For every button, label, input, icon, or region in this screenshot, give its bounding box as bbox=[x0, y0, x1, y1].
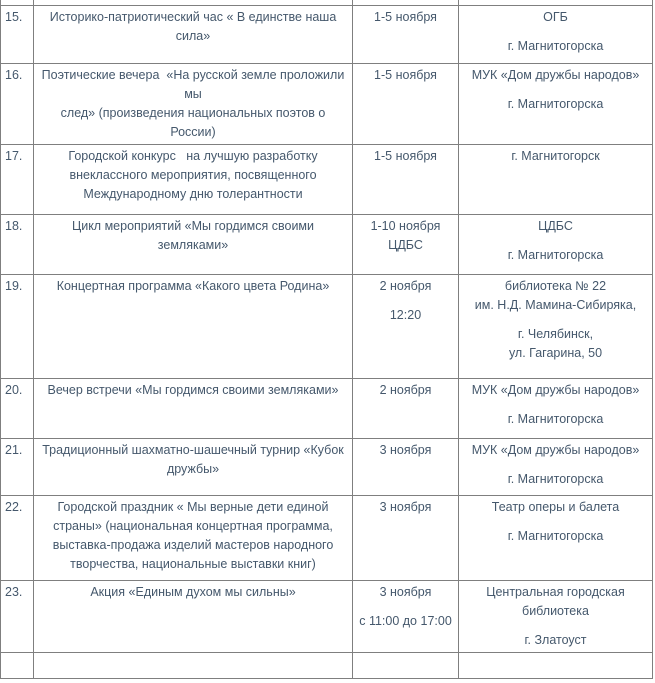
table-row bbox=[1, 6, 653, 64]
cell-location bbox=[459, 64, 653, 145]
text-line: Городской праздник « Мы верные дети единой bbox=[57, 500, 329, 514]
paragraph bbox=[357, 147, 454, 166]
paragraph bbox=[463, 470, 648, 489]
text-line: библиотека bbox=[522, 604, 589, 618]
cell-number bbox=[1, 439, 34, 496]
paragraph bbox=[38, 217, 348, 255]
text-line: 3 ноября bbox=[379, 585, 432, 599]
cell-date bbox=[353, 439, 459, 496]
paragraph bbox=[357, 612, 454, 631]
paragraph bbox=[357, 277, 454, 296]
cell-date bbox=[353, 6, 459, 64]
cell-date bbox=[353, 496, 459, 581]
row-number: 15. bbox=[5, 10, 23, 24]
paragraph bbox=[38, 8, 348, 46]
table-row bbox=[1, 496, 653, 581]
text-line: МУК «Дом дружбы народов» bbox=[471, 443, 640, 457]
paragraph bbox=[38, 441, 348, 479]
paragraph bbox=[38, 147, 348, 204]
cell-number bbox=[1, 275, 34, 379]
cell-number bbox=[1, 653, 34, 679]
cell-event bbox=[34, 439, 353, 496]
paragraph bbox=[357, 441, 454, 460]
cell-event bbox=[34, 145, 353, 215]
paragraph bbox=[38, 498, 348, 574]
table-row bbox=[1, 64, 653, 145]
paragraph bbox=[463, 277, 648, 315]
paragraph bbox=[357, 306, 454, 325]
paragraph bbox=[38, 277, 348, 296]
events-table-body bbox=[1, 0, 653, 653]
paragraph bbox=[463, 95, 648, 114]
cell-location bbox=[459, 581, 653, 653]
cell-event bbox=[34, 581, 353, 653]
row-number: 21. bbox=[5, 443, 23, 457]
text-line: 1-5 ноября bbox=[374, 149, 437, 163]
text-line: внеклассного мероприятия, посвященного bbox=[69, 168, 317, 182]
paragraph bbox=[463, 246, 648, 265]
table-row bbox=[1, 439, 653, 496]
paragraph bbox=[463, 410, 648, 429]
cell-location bbox=[459, 439, 653, 496]
text-line: сила» bbox=[175, 29, 211, 43]
cell-number bbox=[1, 581, 34, 653]
cell-number bbox=[1, 145, 34, 215]
text-line: 2 ноября bbox=[379, 279, 432, 293]
paragraph bbox=[357, 8, 454, 27]
text-line: им. Н.Д. Мамина-Сибиряка, bbox=[474, 298, 637, 312]
text-line: библиотека № 22 bbox=[504, 279, 607, 293]
paragraph bbox=[463, 217, 648, 236]
text-line: г. Магнитогорска bbox=[507, 412, 604, 426]
text-line: МУК «Дом дружбы народов» bbox=[471, 383, 640, 397]
cell-date bbox=[353, 379, 459, 439]
text-line: Историко-патриотический час « В единстве наша bbox=[49, 10, 337, 24]
text-line: Концертная программа «Какого цвета Родина» bbox=[56, 279, 330, 293]
text-line: дружбы» bbox=[166, 462, 220, 476]
cell-number bbox=[1, 6, 34, 64]
cell-date bbox=[353, 145, 459, 215]
table-row bbox=[1, 275, 653, 379]
cell-event bbox=[34, 496, 353, 581]
cell-location bbox=[459, 215, 653, 275]
cell-date bbox=[353, 215, 459, 275]
cell-event bbox=[34, 275, 353, 379]
row-number: 18. bbox=[5, 219, 23, 233]
table-row bbox=[1, 379, 653, 439]
paragraph bbox=[463, 37, 648, 56]
text-line: Традиционный шахматно-шашечный турнир «Кубок bbox=[42, 443, 344, 457]
partial-row-bottom bbox=[1, 653, 653, 679]
paragraph bbox=[357, 66, 454, 85]
paragraph bbox=[463, 325, 648, 363]
text-line: 1-5 ноября bbox=[374, 10, 437, 24]
text-line: 2 ноября bbox=[379, 383, 432, 397]
row-number: 23. bbox=[5, 585, 23, 599]
text-line: ул. Гагарина, 50 bbox=[508, 346, 603, 360]
cell-location bbox=[459, 6, 653, 64]
text-line: след» (произведения национальных поэтов о России) bbox=[60, 106, 329, 139]
text-line: МУК «Дом дружбы народов» bbox=[471, 68, 640, 82]
text-line: г. Златоуст bbox=[524, 633, 587, 647]
text-line: Центральная городская bbox=[486, 585, 625, 599]
paragraph bbox=[463, 527, 648, 546]
row-number: 17. bbox=[5, 149, 23, 163]
cell-location bbox=[459, 496, 653, 581]
text-line: 3 ноября bbox=[379, 443, 432, 457]
paragraph bbox=[357, 498, 454, 517]
row-number: 20. bbox=[5, 383, 23, 397]
cell-event bbox=[34, 6, 353, 64]
text-line: с 11:00 до 17:00 bbox=[359, 614, 452, 628]
table-row bbox=[1, 215, 653, 275]
cell-event bbox=[34, 215, 353, 275]
paragraph bbox=[38, 66, 348, 142]
text-line: Акция «Единым духом мы сильны» bbox=[90, 585, 296, 599]
paragraph bbox=[38, 381, 348, 400]
text-line: Вечер встречи «Мы гордимся своими земляками» bbox=[47, 383, 339, 397]
text-line: Поэтические вечера «На русской земле проложили мы bbox=[41, 68, 348, 101]
table-row bbox=[1, 145, 653, 215]
paragraph bbox=[463, 8, 648, 27]
table-row bbox=[1, 581, 653, 653]
text-line: Городской конкурс на лучшую разработку bbox=[68, 149, 318, 163]
paragraph bbox=[463, 498, 648, 517]
paragraph bbox=[463, 631, 648, 650]
cell-date bbox=[353, 653, 459, 679]
text-line: творчества, национальные выставки книг) bbox=[70, 557, 316, 571]
text-line: г. Магнитогорска bbox=[507, 529, 604, 543]
paragraph bbox=[463, 441, 648, 460]
paragraph bbox=[463, 381, 648, 400]
cell-event bbox=[34, 64, 353, 145]
paragraph bbox=[357, 583, 454, 602]
cell-event bbox=[34, 653, 353, 679]
text-line: г. Магнитогорска bbox=[507, 472, 604, 486]
text-line: 1-5 ноября bbox=[374, 68, 437, 82]
text-line: ЦДБС bbox=[388, 238, 423, 252]
cell-location bbox=[459, 145, 653, 215]
paragraph bbox=[463, 583, 648, 621]
cell-event bbox=[34, 379, 353, 439]
cell-location bbox=[459, 275, 653, 379]
paragraph bbox=[357, 217, 454, 255]
text-line: ОГБ bbox=[543, 10, 568, 24]
events-table-bottom bbox=[1, 653, 653, 679]
text-line: г. Магнитогорска bbox=[507, 97, 604, 111]
text-line: г. Магнитогорск bbox=[511, 149, 600, 163]
text-line: Международному дню толерантности bbox=[83, 187, 303, 201]
text-line: 1-10 ноября bbox=[370, 219, 441, 233]
text-line: г. Магнитогорска bbox=[507, 248, 604, 262]
row-number: 22. bbox=[5, 500, 23, 514]
text-line: ЦДБС bbox=[538, 219, 573, 233]
cell-number bbox=[1, 379, 34, 439]
row-number: 16. bbox=[5, 68, 23, 82]
row-number: 19. bbox=[5, 279, 23, 293]
cell-number bbox=[1, 496, 34, 581]
text-line: Цикл мероприятий «Мы гордимся своими земляками» bbox=[71, 219, 318, 252]
cell-number bbox=[1, 215, 34, 275]
cell-date bbox=[353, 64, 459, 145]
text-line: г. Челябинск, bbox=[517, 327, 594, 341]
paragraph bbox=[463, 147, 648, 166]
text-line: 3 ноября bbox=[379, 500, 432, 514]
cell-date bbox=[353, 581, 459, 653]
text-line: г. Магнитогорска bbox=[507, 39, 604, 53]
cell-location bbox=[459, 379, 653, 439]
text-line: страны» (национальная концертная программа, bbox=[53, 519, 333, 533]
cell-location bbox=[459, 653, 653, 679]
paragraph bbox=[357, 381, 454, 400]
text-line: выставка-продажа изделий мастеров народного bbox=[52, 538, 334, 552]
paragraph bbox=[38, 583, 348, 602]
cell-date bbox=[353, 275, 459, 379]
text-line: Театр оперы и балета bbox=[491, 500, 620, 514]
cell-number bbox=[1, 64, 34, 145]
text-line: 12:20 bbox=[389, 308, 422, 322]
paragraph bbox=[463, 66, 648, 85]
